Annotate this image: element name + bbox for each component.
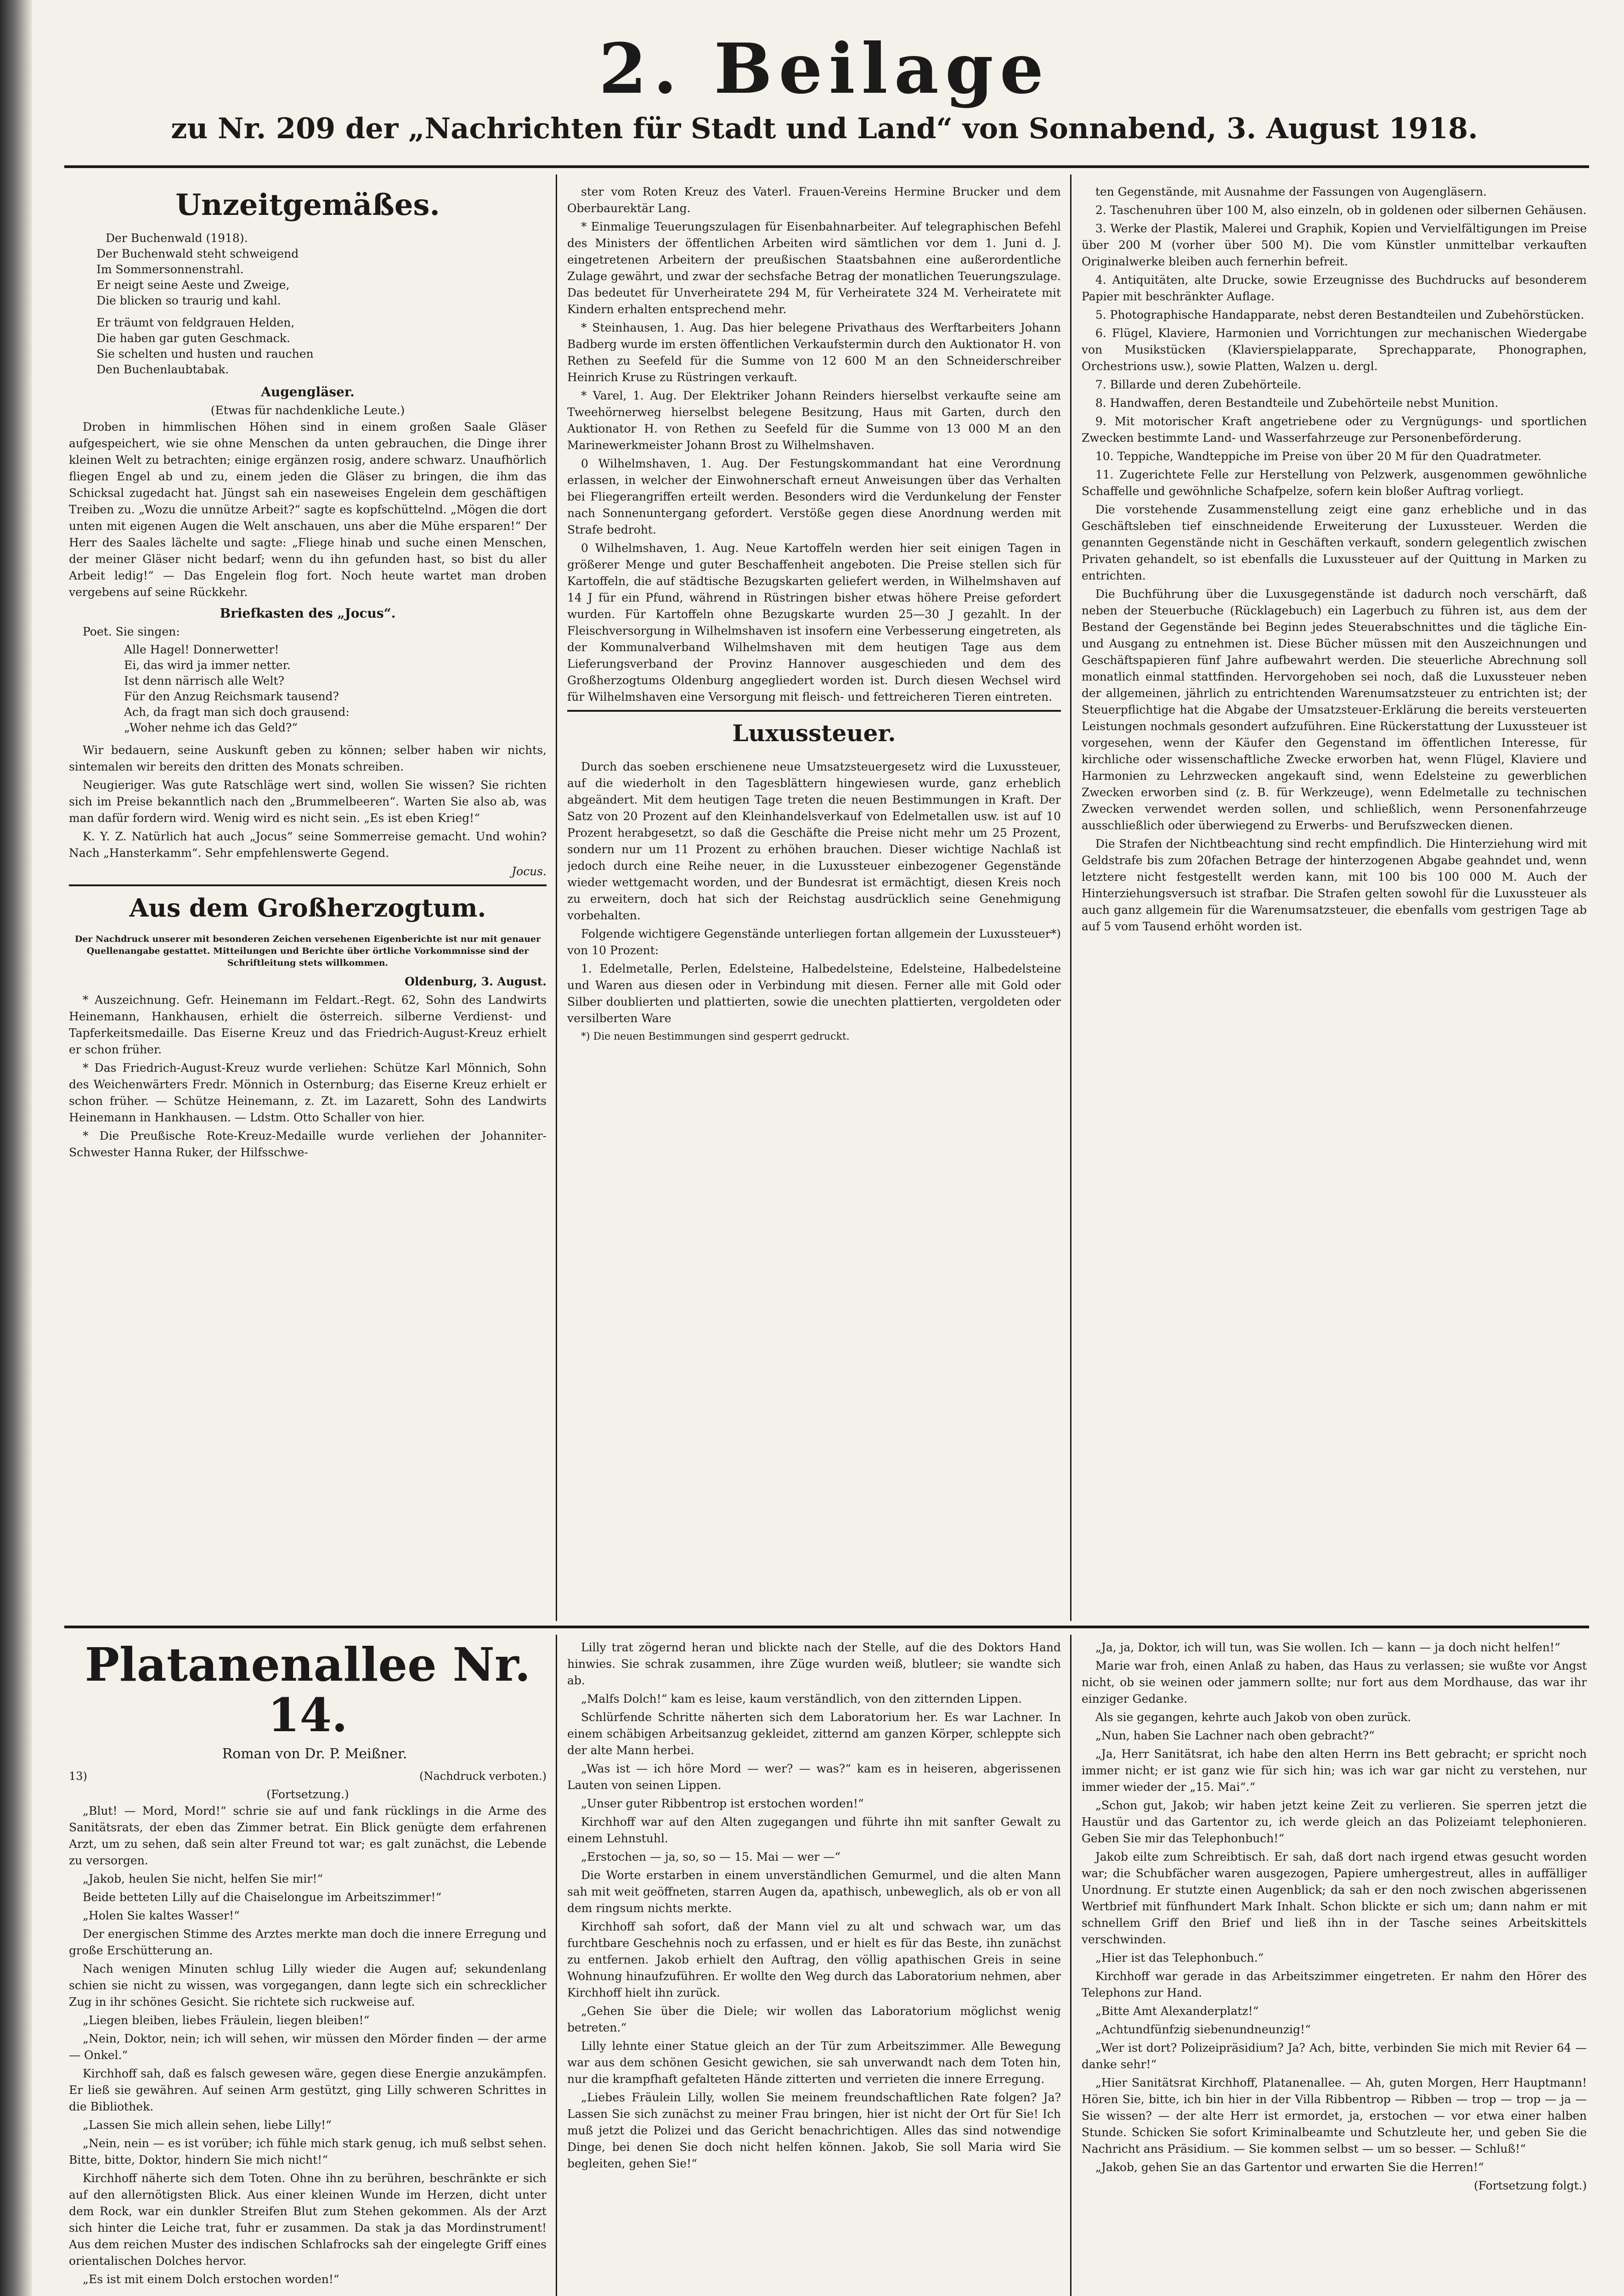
novel-paragraph: „Was ist — ich höre Mord — wer? — was?“ kam es in heiseren, abgerissenen Lauten von seinen Lippen. [567, 1762, 1061, 1792]
luxury-item: 7. Billarde und deren Zubehörteile. [1095, 378, 1302, 391]
poem-line: Die blicken so traurig und kahl. [96, 294, 281, 307]
novel-column-3 [1082, 1639, 1587, 2296]
luxury-item: 9. Mit motorischer Kraft angetriebene oder zu Vergnügungs- und sportlichen Zwecken bestimmte Land- und Wasserfahrzeuge zur Personenbeförderung. [1082, 415, 1587, 445]
scan-page-edge [0, 0, 32, 2296]
news-item: * Die Preußische Rote-Kreuz-Medaille wurde verliehen der Johanniter-Schwester Hanna Ruker, der Hilfsschwe- [69, 1129, 547, 1159]
column-3 [1082, 184, 1587, 1621]
column-divider-1 [556, 174, 557, 1621]
luxury-item: 11. Zugerichtete Felle zur Herstellung von Pelzwerk, ausgenommen gewöhnliche Schaffelle und gewöhnliche Schafpelze, sofern kein bloßer Auftrag vorliegt. [1082, 468, 1587, 498]
poem-line: Für den Anzug Reichsmark tausend? [124, 690, 339, 703]
augenglaeser-text: Droben in himmlischen Höhen sind in einem großen Saale Gläser aufgespeichert, wie sie ohne Menschen da unten gebrauchen, die Dinge ihrer kleinen Welt zu betrachten; einige ergänzen rosig, andere schwarz. Unaufhörlich fliegen Engel ab und zu, einem jeden die Gläser zu bringen, die ihm das Schicksal zugedacht hat. Jüngst sah ein naseweises Engelein dem geschäftigen Treiben zu. „Wozu die unnütze Arbeit?“ sagte es kopfschüttelnd. „Mögen die dort unten mit eigenen Augen die Welt anschauen, uns aber die Mühe ersparen!“ Der Herr des Saales lächelte und sagte: „Fliege hinab und suche einen Menschen, der meiner Gläser nicht bedarf; wenn du ihn gefunden hast, so bist du aller Arbeit ledig!“ — Das Engelein flog fort. Noch heute wartet man droben vergebens auf seine Rückkehr. [69, 420, 547, 599]
novel-paragraph: Kirchhoff war auf den Alten zugegangen und führte ihn mit sanfter Gewalt zu einem Lehnstuhl. [567, 1815, 1061, 1845]
poem-line: Ist denn närrisch alle Welt? [124, 674, 284, 687]
novel-paragraph: Als sie gegangen, kehrte auch Jakob von oben zurück. [1095, 1711, 1411, 1724]
dateline-oldenburg: Oldenburg, 3. August. [405, 975, 547, 988]
luxussteuer-text-5: Die Buchführung über die Luxusgegenstände ist dadurch noch verschärft, daß neben der Steuerbuche (Rücklagebuch) ein Lagerbuch zu führen ist, aus dem der Bestand der Gegenstände bei Beginn jedes Steuerabschnittes und die tägliche Ein- und Ausgang zu entnehmen ist. Diese Bücher müssen mit den Auszeichnungen und Geschäftspapieren fünf Jahre aufbewahrt werden. Die steuerliche Abrechnung soll monatlich einmal stattfinden. Hervorgehoben sei noch, daß die Luxussteuer neben der allgemeinen, jährlich zu entrichtenden Warenumsatzsteuer zu entrichten ist; der Steuerpflichtige hat die Abgabe der Umsatzsteuer-Erklärung die bereits versteuerten Leistungen nochmals gesondert aufzuführen. Eine Rückerstattung der Luxussteuer ist vorgesehen, wenn der Käufer den Gegenstand im öffentlichen Interesse, für kirchliche oder wissenschaftliche Zwecke erworben hat, wenn Flügel, Klaviere und Harmonien zu Lehrzwecken angekauft sind, wenn Edelsteine zu gewerblichen Zwecken erworben sind (z. B. für Werkzeuge), wenn Edelmetalle zu technischen Zwecken verwendet werden sollen, und schließlich, wenn Personenfahrzeuge ausschließlich oder überwiegend zu Erwerbs- und Berufszwecken dienen. [1082, 587, 1587, 832]
luxury-item: 6. Flügel, Klaviere, Harmonien und Vorrichtungen zur mechanischen Wiedergabe von Musikstücken (Klavierspielapparate, Sprechapparate, Phonographen, Orchestrions usw.), sowie Platten, Walzen u. dergl. [1082, 326, 1587, 373]
novel-paragraph: „Unser guter Ribbentrop ist erstochen worden!“ [581, 1797, 864, 1810]
luxussteuer-text-4: Die vorstehende Zusammenstellung zeigt eine ganz erhebliche und in das Geschäftsleben tief einschneidende Erweiterung der Luxussteuer. Werden die genannten Gegenstände nicht in Geschäften verkauft, sondern gelegentlich zwischen Privaten gehandelt, so ist ebenfalls die Luxussteuer auf der Quittung in Marken zu entrichten. [1082, 503, 1587, 582]
luxury-item: 5. Photographische Handapparate, nebst deren Bestandteilen und Zubehörstücken. [1095, 308, 1585, 321]
briefkasten-text-1: Wir bedauern, seine Auskunft geben zu können; selber haben wir nichts, sintemalen wir bereits den dritten des Monats schreiben. [69, 743, 547, 773]
novel-paragraph: „Gehen Sie über die Diele; wir wollen das Laboratorium möglichst wenig betreten.“ [567, 2004, 1061, 2034]
luxury-item: 2. Taschenuhren über 100 M, also einzeln, ob in goldenen oder silbernen Gehäusen. [1095, 203, 1587, 217]
novel-paragraph: „Bitte Amt Alexanderplatz!“ [1095, 2004, 1259, 2018]
section-separator [567, 710, 1061, 712]
novel-paragraph: „Ja, ja, Doktor, ich will tun, was Sie wollen. Ich — kann — ja doch nicht helfen!“ [1095, 1641, 1561, 1654]
poem-line: Den Buchenlaubtabak. [96, 363, 229, 376]
novel-continuation: (Fortsetzung.) [266, 1788, 349, 1801]
novel-paragraph: Marie war froh, einen Anlaß zu haben, das Haus zu verlassen; sie wußte vor Angst nicht, ob sie weinen oder jammern sollte; nur fort aus dem Mordhause, das war ihr einziger Gedanke. [1082, 1659, 1587, 1705]
poem-line: Sie schelten und husten und rauchen [96, 347, 314, 360]
novel-paragraph: „Erstochen — ja, so, so — 15. Mai — wer —“ [581, 1850, 841, 1863]
luxury-item: ten Gegenstände, mit Ausnahme der Fassungen von Augengläsern. [1095, 185, 1487, 198]
luxussteuer-text-6: Die Strafen der Nichtbeachtung sind recht empfindlich. Die Hinterziehung wird mit Geldstrafe bis zum 20fachen Betrage der hinterzogenen Abgabe geahndet und, wenn letztere nicht festgestellt werden kann, mit 100 bis 100 000 M. Auch der Hinterziehungsversuch ist strafbar. Die Strafen gelten sowohl für die Luxussteuer als auch ganz allgemein für die Warenumsatzsteuer, die ebenfalls vom gestrigen Tage ab auf 5 vom Tausend erhöht worden ist. [1082, 837, 1587, 933]
novel-divider-2 [1070, 1635, 1071, 2296]
section-separator [69, 884, 547, 886]
news-item: * Das Friedrich-August-Kreuz wurde verliehen: Schütze Karl Mönnich, Sohn des Weichenwärters Fredr. Mönnich in Osternburg; das Eiserne Kreuz erhielt er schon früher. — Schütze Heinemann, z. Zt. im Lazarett, Sohn des Landwirts Heinemann in Hankhausen. — Ldstm. Otto Schaller von hier. [69, 1061, 547, 1124]
novel-paragraph: „Schon gut, Jakob; wir haben jetzt keine Zeit zu verlieren. Sie sperren jetzt die Haustür und das Gartentor zu, ich werde gleich an das Polizeiamt telephonieren. Geben Sie mir das Telephonbuch!“ [1082, 1799, 1587, 1845]
novel-paragraph: „Achtundfünfzig siebenundneunzig!“ [1095, 2023, 1311, 2036]
novel-paragraph: „Wer ist dort? Polizeipräsidium? Ja? Ach, bitte, verbinden Sie mich mit Revier 64 — danke sehr!“ [1082, 2041, 1587, 2071]
novel-paragraph: „Jakob, gehen Sie an das Gartentor und erwarten Sie die Herren!“ [1095, 2161, 1484, 2174]
novel-paragraph: Schlürfende Schritte näherten sich dem Laboratorium her. Es war Lachner. In einem schäbigen Arbeitsanzug gekleidet, zitternd am ganzen Körper, schleppte sich der alte Mann herbei. [567, 1711, 1061, 1757]
news-item: * Auszeichnung. Gefr. Heinemann im Feldart.-Regt. 62, Sohn des Landwirts Heinemann, Hankhausen, erhielt die österreich. silberne Verdienst- und Tapferkeitsmedaille. Das Eiserne Kreuz und das Friedrich-August-Kreuz erhielt er schon früher. [69, 993, 547, 1056]
augenglaeser-title: Augengläser. [261, 384, 355, 400]
news-item: ster vom Roten Kreuz des Vaterl. Frauen-Vereins Hermine Brucker und dem Oberbaurektär Lang. [567, 185, 1061, 215]
briefkasten-text-3: K. Y. Z. Natürlich hat auch „Jocus“ seine Sommerreise gemacht. Und wohin? Nach „Hansterkamm“. Sehr empfehlenswerte Gegend. [69, 830, 547, 860]
poem-line: Er neigt seine Aeste und Zweige, [96, 278, 290, 292]
novel-paragraph: Nach wenigen Minuten schlug Lilly wieder die Augen auf; sekundenlang schien sie nicht zu wissen, was vorgegangen, dann legte sich ein schrecklicher Zug in ihr schönes Gesicht. Sie richtete sich ruckweise auf. [69, 1962, 547, 2009]
novel-paragraph: Lilly lehnte einer Statue gleich an der Tür zum Arbeitszimmer. Alle Bewegung war aus dem schönen Gesicht gewichen, sie sah unverwandt nach dem Toten hin, nur die krampfhaft gefalteten Hände zitterten und verrieten die innere Erregung. [567, 2039, 1061, 2086]
novel-meta [69, 1768, 547, 1784]
novel-end-note: (Fortsetzung folgt.) [1474, 2179, 1587, 2192]
novel-paragraph: „Nein, nein — es ist vorüber; ich fühle mich stark genug, ich muß selbst sehen. Bitte, bitte, Doktor, hindern Sie mich nicht!“ [69, 2137, 547, 2167]
poem-line: „Woher nehme ich das Geld?“ [124, 721, 298, 734]
novel-paragraph: Lilly trat zögernd heran und blickte nach der Stelle, auf die des Doktors Hand hinwies. Sie schrak zusammen, ihre Züge wurden weiß, blutleer; sie wandte sich ab. [567, 1641, 1061, 1687]
luxussteuer-text-2: Folgende wichtigere Gegenstände unterliegen fortan allgemein der Luxussteuer*) von 10 Prozent: [567, 927, 1061, 957]
novel-paragraph: Die Worte erstarben in einem unverständlichen Gemurmel, und die alten Mann sah mit weit geöffneten, starren Augen da, apathisch, unbeweglich, als ob er von all dem ringsum nichts merkte. [567, 1868, 1061, 1915]
novel-paragraph: Kirchhoff näherte sich dem Toten. Ohne ihn zu berühren, beschränkte er sich auf den allernötigsten Blick. Aus einer kleinen Wunde im Herzen, dicht unter dem Rock, war ein dunkler Streifen Blut zum Stehen gekommen. Als der Arzt sich hinter die Leiche trat, fuhr er zusammen. Da stak ja das Mordinstrument! Aus dem reichen Muster des indischen Schlafrocks sah der eingelegte Griff eines orientalischen Dolches hervor. [69, 2172, 547, 2268]
novel-paragraph: Beide betteten Lilly auf die Chaiselongue im Arbeitszimmer!“ [83, 1891, 442, 1904]
section-title-luxussteuer: Luxussteuer. [732, 720, 896, 747]
luxury-item: 3. Werke der Plastik, Malerei und Graphik, Kopien und Vervielfältigungen im Preise über 200 M (vorher über 500 M). Die vom Künstler unmittelbar verkauften Originalwerke bleiben auch fernerhin befreit. [1082, 222, 1587, 268]
novel-paragraph: „Es ist mit einem Dolch erstochen worden!“ [83, 2273, 339, 2286]
briefkasten-poem [124, 642, 547, 736]
novel-paragraph: Kirchhoff sah, daß es falsch gewesen wäre, gegen diese Energie anzukämpfen. Er ließ sie gewähren. Auf seinen Arm gestützt, ging Lilly schweren Schrittes in die Bibliothek. [69, 2067, 547, 2113]
novel-paragraph: „Nun, haben Sie Lachner nach oben gebracht?“ [1095, 1729, 1375, 1742]
novel-paragraph: „Hier ist das Telephonbuch.“ [1095, 1951, 1264, 1964]
poem-buchenwald [96, 231, 547, 377]
poem-line: Er träumt von feldgrauen Helden, [96, 316, 295, 329]
news-item: * Steinhausen, 1. Aug. Das hier belegene Privathaus des Werftarbeiters Johann Badberg wurde im ersten öffentlichen Verkaufstermin durch den Auktionator H. von Rethen zu Seefeld für die Summe von 12 600 M an den Schneiderschreiber Heinrich Kruse zu Rüstringen verkauft. [567, 321, 1061, 384]
column-2 [567, 184, 1061, 1621]
luxussteuer-footnote: *) Die neuen Bestimmungen sind gesperrt gedruckt. [581, 1031, 850, 1042]
poem-line: Im Sommersonnenstrahl. [96, 263, 244, 276]
news-item: * Einmalige Teuerungszulagen für Eisenbahnarbeiter. Auf telegraphischen Befehl des Ministers der öffentlichen Arbeiten wird sämtlichen vor dem 1. Juni d. J. eingetretenen Arbeitern der preußischen Staatsbahnen eine außerordentliche Zulage gewährt, und zwar der sechsfache Betrag der monatlichen Teuerungszulage. Das bedeutet für Unverheiratete 294 M, für Verheiratete 324 M. Verheiratete mit Kindern erhalten entsprechend mehr. [567, 220, 1061, 316]
novel-paragraph: Kirchhoff sah sofort, daß der Mann viel zu alt und schwach war, um das furchtbare Geschehnis noch zu erfassen, und er hielt es für das Beste, ihn zunächst zu entfernen. Jakob erhielt den Auftrag, den völlig apathischen Greis in seine Wohnung hinaufzuführen. Er wollte den Weg durch das Laboratorium nehmen, aber Kirchhoff hielt ihn zurück. [567, 1920, 1061, 1999]
novel-column-1 [69, 1639, 547, 2296]
novel-paragraph: Jakob eilte zum Schreibtisch. Er sah, daß dort nach irgend etwas gesucht worden war; die Schubfächer waren ausgezogen, Papiere umhergestreut, alles in auffälliger Unordnung. Er stutzte einen Augenblick; da sah er den noch zwischen abgerissenen Wertbrief mit fünfhundert Mark Inhalt. Schon blickte er sich um; dann nahm er mit schnellem Griff den Brief und ließ ihn in der Tasche seines Arbeitskittels verschwinden. [1082, 1850, 1587, 1946]
poem-line: Ach, da fragt man sich doch grausend: [124, 705, 350, 719]
novel-author: Roman von Dr. P. Meißner. [222, 1746, 407, 1762]
section-divider [64, 1626, 1589, 1628]
novel-title: Platanenallee Nr. 14. [85, 1639, 531, 1742]
luxury-item: 4. Antiquitäten, alte Drucke, sowie Erzeugnisse des Buchdrucks auf besonderem Papier mit beschränkter Auflage. [1082, 273, 1587, 303]
augenglaeser-subtitle: (Etwas für nachdenkliche Leute.) [210, 404, 405, 417]
novel-paragraph: „Liegen bleiben, liebes Fräulein, liegen bleiben!“ [83, 2014, 370, 2027]
novel-paragraph: Der energischen Stimme des Arztes merkte man doch die innere Erregung und große Erschütterung an. [69, 1927, 547, 1957]
poem-line: Die haben gar guten Geschmack. [96, 332, 290, 345]
luxussteuer-text-3: 1. Edelmetalle, Perlen, Edelsteine, Halbedelsteine, Edelsteine, Halbedelsteine und Waren aus diesen oder in Verbindung mit diesen. Ferner alle mit Gold oder Silber doublierten und plattierten, sowie die unechten plattierten, vergoldeten oder versilberten Ware [567, 962, 1061, 1025]
luxussteuer-text-1: Durch das soeben erschienene neue Umsatzsteuergesetz wird die Luxussteuer, auf die wiederholt in den Tagesblättern hingewiesen wurde, ganz erheblich abgeändert. Mit dem heutigen Tage treten die neuen Bestimmungen in Kraft. Der Satz von 20 Prozent auf den Kleinhandelsverkauf von Edelmetallen usw. ist auf 10 Prozent herabgesetzt, so daß die Geschäfte die Preise nicht mehr um 25 Prozent, sondern nur um 11 Prozent zu erhöhen brauchen. Dieser wichtige Nachlaß ist jedoch durch eine Reihe neuer, in die Luxussteuer einbezogener Gegenstände wieder wettgemacht worden, und der Bundesrat ist ermächtigt, diesen Kreis noch zu erweitern, doch hat sich der Reichstag ausdrücklich seine Genehmigung vorbehalten. [567, 760, 1061, 922]
briefkasten-poet: Poet. Sie singen: [83, 625, 180, 638]
column-divider-2 [1070, 174, 1071, 1621]
luxury-item: 8. Handwaffen, deren Bestandteile und Zubehörteile nebst Munition. [1095, 396, 1499, 410]
poem-line: Ei, das wird ja immer netter. [124, 658, 291, 672]
poem-line: Der Buchenwald steht schweigend [96, 247, 299, 260]
novel-paragraph: Kirchhoff war gerade in das Arbeitszimmer eingetreten. Er nahm den Hörer des Telephons zur Hand. [1082, 1970, 1587, 1999]
poem-title: Der Buchenwald (1918). [106, 231, 248, 245]
reprint-note: Der Nachdruck unserer mit besonderen Zeichen versehenen Eigenberichte ist nur mit genauer Quellenangabe gestattet. Mitteilungen und Berichte über örtliche Vorkommnisse sind der Schriftleitung stets willkommen. [74, 934, 541, 968]
news-item: 0 Wilhelmshaven, 1. Aug. Der Festungskommandant hat eine Verordnung erlassen, in welcher der Einwohnerschaft erneut Anweisungen über das Verhalten bei Fliegerangriffen erteilt werden. Besonders wird die Verdunkelung der Fenster nach Sonnenuntergang gefordert. Verstöße gegen diese Anordnung werden mit Strafe bedroht. [567, 457, 1061, 536]
novel-paragraph: „Lassen Sie mich allein sehen, liebe Lilly!“ [83, 2118, 332, 2132]
novel-divider-1 [556, 1635, 557, 2296]
novel-paragraph: „Nein, Doktor, nein; ich will sehen, wir müssen den Mörder finden — der arme — Onkel.“ [69, 2032, 547, 2062]
column-1 [69, 184, 547, 1621]
novel-paragraph: „Jakob, heulen Sie nicht, helfen Sie mir!“ [83, 1872, 323, 1885]
briefkasten-signature: Jocus. [512, 865, 547, 878]
news-item: 0 Wilhelmshaven, 1. Aug. Neue Kartoffeln werden hier seit einigen Tagen in größerer Menge und guter Beschaffenheit angeboten. Die Preise stellen sich für Kartoffeln, die auf städtische Bezugskarten geliefert werden, in Wilhelmshaven auf 14 J für ein Pfund, während in Rüstringen bisher etwas höhere Preise gefordert wurden. Für Kartoffeln ohne Bezugskarte wurden 25—30 J gezahlt. In der Fleischversorgung in Wilhelmshaven ist insofern eine Verbesserung eingetreten, als der Kommunalverband Wilhelmshaven mit dem heutigen Tage aus dem Lieferungsverband der Provinz Hannover ausgeschieden und dem des Großherzogtums Oldenburg angegliedert worden ist. Durch diesen Wechsel wird für Wilhelmshaven eine Versorgung mit fleisch- und fettreicheren Tieren eintreten. [567, 541, 1061, 703]
news-item: * Varel, 1. Aug. Der Elektriker Johann Reinders hierselbst verkaufte seine am Tweehörnerweg hierselbst belegene Besitzung, Haus mit Garten, durch den Auktionator H. von Rethen zu Seefeld für die Summe von 13 000 M an den Marinewerkmeister Johann Brost zu Wilhelmshaven. [567, 389, 1061, 452]
novel-paragraph: „Liebes Fräulein Lilly, wollen Sie meinem freundschaftlichen Rate folgen? Ja? Lassen Sie sich zunächst zu meiner Frau bringen, hier ist nicht der Ort für Sie! Ich muß jetzt die Polizei und das Gericht benachrichtigen. Alles das sind notwendige Dinge, bei denen Sie doch nicht helfen können. Jakob, Sie soll Maria wird Sie begleiten, gehen Sie!“ [567, 2091, 1061, 2170]
novel-copyright: (Nachdruck verboten.) [419, 1770, 547, 1783]
novel-paragraph: „Hier Sanitätsrat Kirchhoff, Platanenallee. — Ah, guten Morgen, Herr Hauptmann! Hören Sie, bitte, ich bin hier in der Villa Ribbentrop — Ribben — trop — trop — ja — Sie wissen? — der alte Herr ist ermordet, ja, erstochen — vor etwa einer halben Stunde. Schicken Sie sofort Kriminalbeamte und Schutzleute her, und geben Sie die Nachricht ans Präsidium. — Sie kommen selbst — um so besser. — Schluß!“ [1082, 2076, 1587, 2155]
novel-paragraph: „Ja, Herr Sanitätsrat, ich habe den alten Herrn ins Bett gebracht; er spricht noch immer nicht; er ist ganz wie für sich hin; was ich war gar nicht zu verstehen, nur immer wieder der „15. Mai“.“ [1082, 1747, 1587, 1794]
section-title-unzeitgemaesses: Unzeitgemäßes. [175, 188, 440, 222]
novel-paragraph: „Malfs Dolch!“ kam es leise, kaum verständlich, von den zitternden Lippen. [581, 1692, 1022, 1705]
novel-chapter: 13) [69, 1770, 87, 1783]
briefkasten-text-2: Neugieriger. Was gute Ratschläge wert sind, wollen Sie wissen? Sie richten sich im Preise bekanntlich nach den „Brummelbeeren“. Warten Sie also ab, was man dafür fordern wird. Wenig wird es nicht sein. „Es ist eben Krieg!“ [69, 778, 547, 825]
poem-line: Alle Hagel! Donnerwetter! [124, 643, 279, 656]
section-title-grossherzogtum: Aus dem Großherzogtum. [129, 893, 486, 923]
supplement-subtitle: zu Nr. 209 der „Nachrichten für Stadt und Land“ von Sonnabend, 3. August 1918. [171, 112, 1478, 145]
supplement-title: 2. Beilage [598, 28, 1050, 109]
luxury-item: 10. Teppiche, Wandteppiche im Preise von über 20 M für den Quadratmeter. [1095, 450, 1542, 463]
supplement-header [60, 28, 1589, 147]
briefkasten-title: Briefkasten des „Jocus“. [220, 606, 396, 621]
novel-paragraph: „Blut! — Mord, Mord!“ schrie sie auf und fank rücklings in die Arme des Sanitätsrats, der eben das Zimmer betrat. Ein Blick genügte dem erfahrenen Arzt, um zu sehen, daß sein alter Freund tot war; es galt zunächst, die Lebende zu versorgen. [69, 1804, 547, 1867]
novel-column-2 [567, 1639, 1061, 2296]
novel-paragraph: „Holen Sie kaltes Wasser!“ [83, 1909, 240, 1922]
header-rule [64, 165, 1589, 168]
